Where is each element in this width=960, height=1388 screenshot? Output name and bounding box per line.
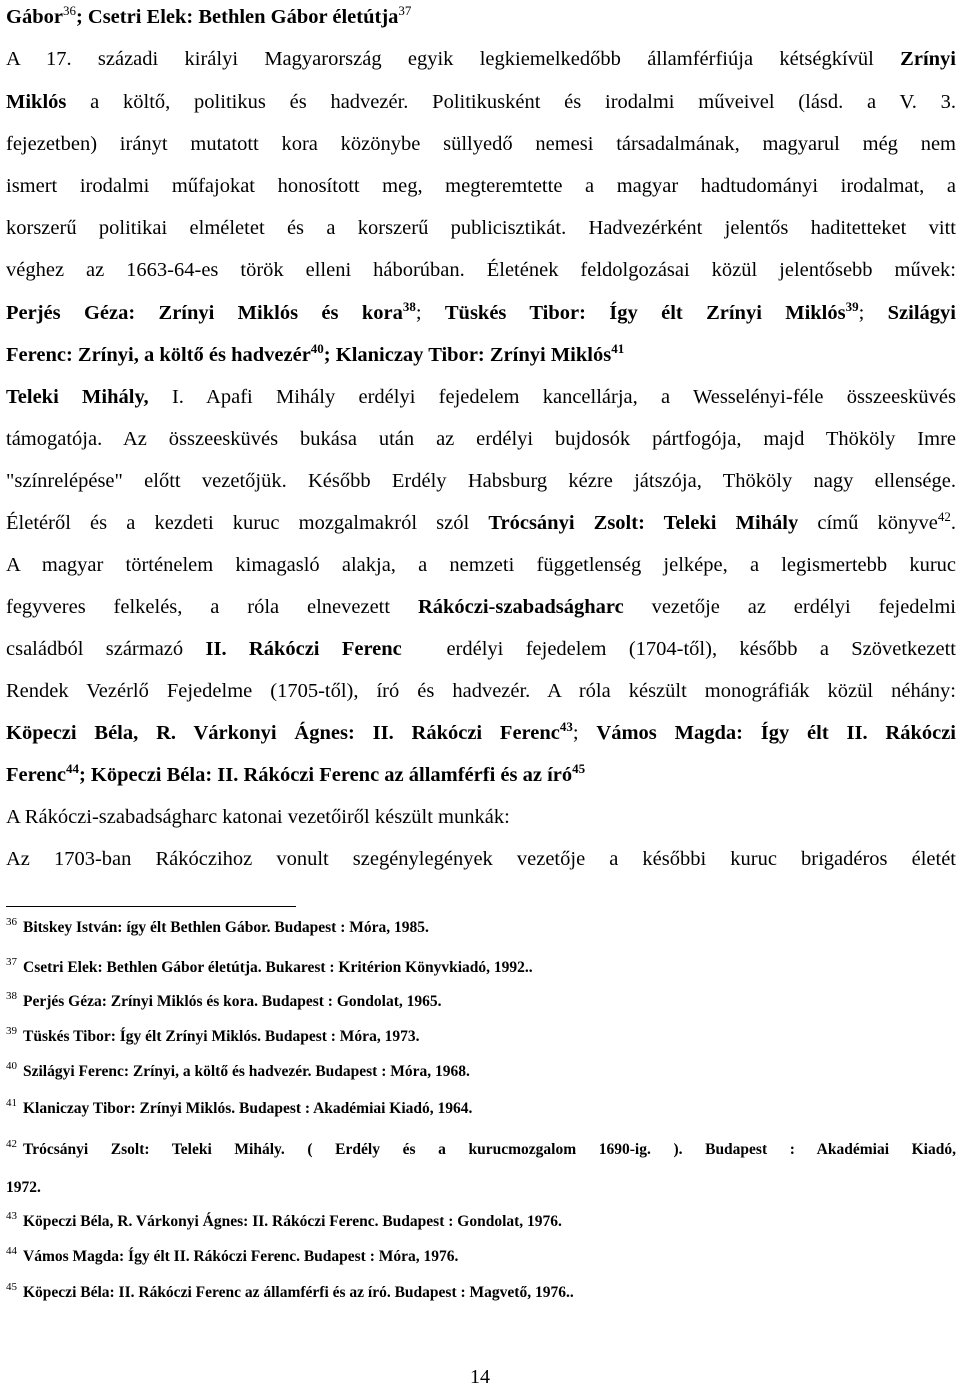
body-line-7: véghez az 1663-64-es török elleni háborúban. Életének feldolgozásai közül jelentősebb művek:: [6, 259, 956, 281]
text-run: ; Klaniczay Tibor: Zrínyi Miklós: [323, 344, 612, 366]
footnote-text: Klaniczay Tibor: Zrínyi Miklós. Budapest : Akadémiai Kiadó, 1964.: [23, 1100, 473, 1117]
body-line-9: [6, 342, 956, 368]
text-run: Gábor: [6, 6, 63, 28]
text-run: I. Apafi Mihály erdélyi fejedelem kancellárja, a Wesselényi-féle összeesküvés: [148, 386, 956, 408]
footnote-text: Köpeczi Béla, R. Várkonyi Ágnes: II. Rákóczi Ferenc. Budapest : Gondolat, 1976.: [23, 1213, 562, 1230]
footnote-43: [6, 1212, 956, 1232]
text-run: ; Köpeczi Béla: II. Rákóczi Ferenc az államférfi és az író: [78, 764, 573, 786]
body-line-3: [6, 89, 956, 115]
footnote-text: Köpeczi Béla: II. Rákóczi Ferenc az államférfi és az író. Budapest : Magvető, 1976..: [23, 1284, 574, 1301]
page-number: 14: [470, 1366, 490, 1388]
text-run: Teleki Mihály,: [6, 386, 149, 408]
footnote-text: Tüskés Tibor: Így élt Zrínyi Miklós. Budapest : Móra, 1973.: [23, 1028, 420, 1045]
body-line-1: [6, 4, 956, 30]
footnote-ref[interactable]: 41: [611, 341, 625, 356]
footnote-40: [6, 1062, 956, 1082]
text-run: ;: [572, 722, 597, 744]
text-run: családból származó: [6, 638, 206, 660]
body-line-4: fejezetben) irányt mutatott kora közönybe süllyedő nemesi társadalmának, magyarul még nem: [6, 133, 956, 155]
footnote-number: 43: [6, 1210, 17, 1222]
text-run: fegyveres felkelés, a róla elnevezett: [6, 596, 418, 618]
body-line-5: ismert irodalmi műfajokat honosított meg, megteremtette a magyar hadtudományi irodalmat, a: [6, 175, 956, 197]
text-run: ;: [415, 302, 445, 324]
text-run: Vámos Magda: Így élt II. Rákóczi: [596, 722, 956, 744]
text-run: erdélyi fejedelem (1704-től), később a Szövetkezett: [401, 638, 956, 660]
footnote-37: [6, 958, 956, 978]
body-line-19: [6, 762, 956, 788]
footnote-number: 40: [6, 1060, 17, 1072]
footnote-ref[interactable]: 42: [937, 509, 951, 524]
footnote-number: 41: [6, 1097, 17, 1109]
text-run: ; Csetri Elek: Bethlen Gábor életútja: [75, 6, 399, 28]
text-run: .: [950, 512, 956, 534]
text-run: Köpeczi Béla, R. Várkonyi Ágnes: II. Rákóczi Ferenc: [6, 722, 560, 744]
text-run: Ferenc: [6, 764, 66, 786]
footnote-ref[interactable]: 40: [310, 341, 324, 356]
body-line-8: [6, 300, 956, 326]
footnote-text: Csetri Elek: Bethlen Gábor életútja. Bukarest : Kritérion Könyvkiadó, 1992..: [23, 959, 533, 976]
body-line-6: korszerű politikai elméletet és a korszerű publicisztikát. Hadvezérként jelentős haditetteket vitt: [6, 217, 956, 239]
text-run: II. Rákóczi Ferenc: [205, 638, 402, 660]
text-run: Zrínyi: [900, 48, 956, 70]
body-line-10: [6, 384, 956, 410]
text-run: ;: [858, 302, 888, 324]
footnote-number: 37: [6, 956, 17, 968]
footnote-text: Trócsányi Zsolt: Teleki Mihály. ( Erdély és a kurucmozgalom 1690-ig. ). Budapest : Akadémiai Kiadó,: [23, 1141, 956, 1158]
footnote-ref[interactable]: 36: [62, 3, 76, 18]
text-run: Ferenc: Zrínyi, a költő és hadvezér: [6, 344, 311, 366]
footnote-separator: [6, 906, 296, 907]
text-run: című könyve: [798, 512, 938, 534]
footnote-45: [6, 1283, 956, 1303]
footnote-42-cont: 1972.: [6, 1179, 41, 1196]
footnote-44: [6, 1247, 956, 1267]
footnote-ref[interactable]: 37: [398, 3, 412, 18]
body-line-18: [6, 720, 956, 746]
text-run: Szilágyi: [887, 302, 956, 324]
footnote-number: 45: [6, 1281, 17, 1293]
footnote-ref[interactable]: 39: [845, 299, 859, 314]
body-line-15: [6, 594, 956, 620]
footnote-39: [6, 1027, 956, 1047]
body-line-2: [6, 46, 956, 72]
body-line-21: Az 1703-ban Rákóczihoz vonult szegénylegények vezetője a későbbi kuruc brigadéros életét: [6, 848, 956, 870]
footnote-number: 44: [6, 1245, 17, 1257]
footnote-ref[interactable]: 44: [65, 761, 79, 776]
footnote-number: 36: [6, 916, 17, 928]
body-line-12: "színrelépése" előtt vezetőjük. Később Erdély Habsburg kézre játszója, Thököly nagy ellensége.: [6, 470, 956, 492]
footnote-text: Bitskey István: így élt Bethlen Gábor. Budapest : Móra, 1985.: [23, 919, 429, 936]
text-run: Perjés Géza: Zrínyi Miklós és kora: [6, 302, 403, 324]
footnote-text: Vámos Magda: Így élt II. Rákóczi Ferenc. Budapest : Móra, 1976.: [23, 1248, 459, 1265]
body-line-17: Rendek Vezérlő Fejedelme (1705-től), író és hadvezér. A róla készült monográfiák közül néhány:: [6, 680, 956, 702]
text-run: A 17. századi királyi Magyarország egyik legkiemelkedőbb államférfiúja kétségkívül: [6, 48, 901, 70]
footnote-number: 42: [6, 1138, 17, 1150]
text-run: Trócsányi Zsolt: Teleki Mihály: [488, 512, 799, 534]
footnote-number: 39: [6, 1025, 17, 1037]
footnote-text: Perjés Géza: Zrínyi Miklós és kora. Budapest : Gondolat, 1965.: [23, 993, 442, 1010]
text-run: Miklós: [6, 91, 67, 113]
footnote-ref[interactable]: 43: [559, 719, 573, 734]
text-run: Életéről és a kezdeti kuruc mozgalmakról szól: [6, 512, 489, 534]
footnote-ref[interactable]: 38: [402, 299, 416, 314]
body-line-16: [6, 636, 956, 662]
body-line-11: támogatója. Az összeesküvés bukása után az erdélyi bujdosók pártfogója, majd Thököly Imre: [6, 428, 956, 450]
text-run: Tüskés Tibor: Így élt Zrínyi Miklós: [444, 302, 846, 324]
footnote-36: [6, 918, 956, 938]
body-line-14: A magyar történelem kimagasló alakja, a nemzeti függetlenség jelképe, a legismertebb kuruc: [6, 554, 956, 576]
footnote-42: [6, 1140, 956, 1160]
body-line-20: A Rákóczi-szabadságharc katonai vezetőiről készült munkák:: [6, 806, 510, 828]
footnote-text: Szilágyi Ferenc: Zrínyi, a költő és hadvezér. Budapest : Móra, 1968.: [23, 1063, 470, 1080]
footnote-41: [6, 1099, 956, 1119]
text-run: Rákóczi-szabadságharc: [417, 596, 624, 618]
footnote-38: [6, 992, 956, 1012]
footnote-number: 38: [6, 990, 17, 1002]
body-line-13: [6, 510, 956, 536]
text-run: a költő, politikus és hadvezér. Politikusként és irodalmi műveivel (lásd. a V. 3.: [66, 91, 956, 113]
text-run: vezetője az erdélyi fejedelmi: [623, 596, 956, 618]
footnote-ref[interactable]: 45: [572, 761, 586, 776]
